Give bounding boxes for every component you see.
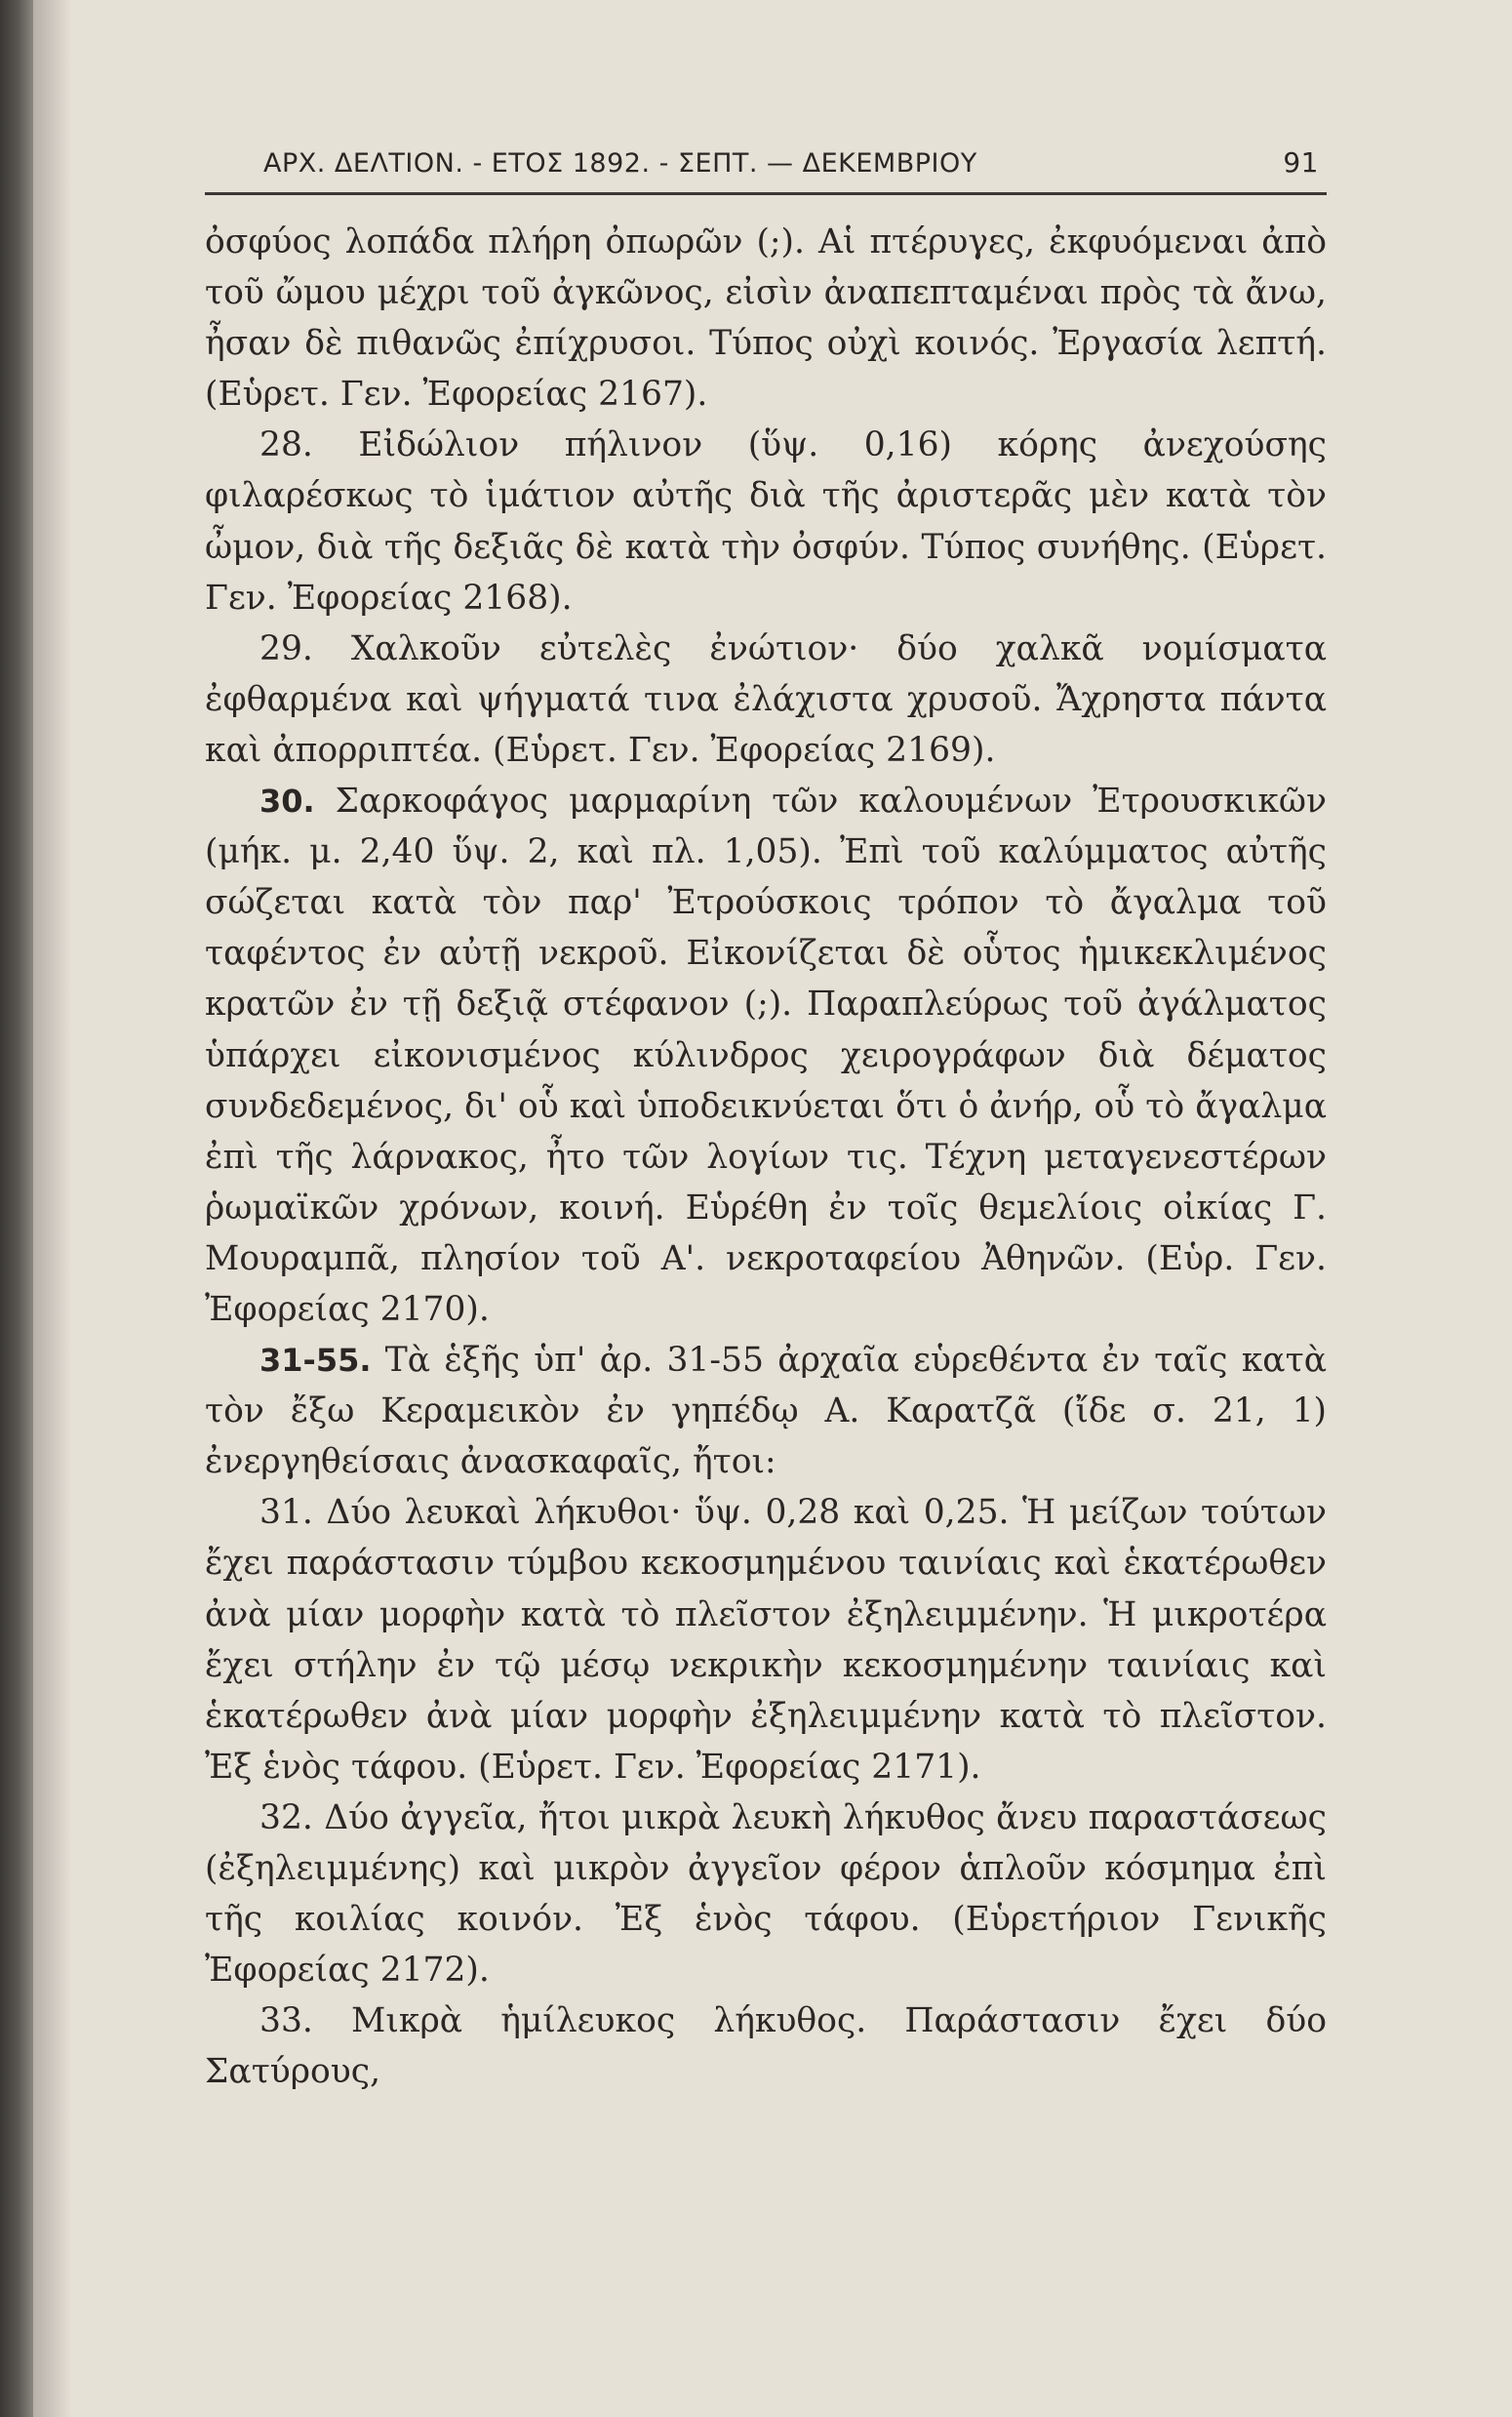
entry-31-55 xyxy=(205,1335,1327,1487)
entry-29 xyxy=(205,624,1327,776)
entry-30 xyxy=(205,776,1327,1335)
entry-number: 31-55. xyxy=(259,1342,372,1380)
entry-32 xyxy=(205,1793,1327,1995)
entry-number: 33. xyxy=(259,2001,313,2041)
entry-text: Τὰ ἑξῆς ὑπ' ἀρ. 31-55 ἀρχαῖα εὑρεθέντα ἐν ταῖς κατὰ τὸν ἔξω Κεραμεικὸν ἐν γηπέδῳ Α. Καρατζᾶ (ἴδε σ. 21, 1) ἐνεργηθείσαις ἀνασκαφαῖς, ἤτοι: xyxy=(205,1341,1327,1482)
gutter-shadow xyxy=(33,0,72,2417)
running-header xyxy=(205,146,1327,195)
paragraph-continuation xyxy=(205,217,1327,420)
page-body xyxy=(205,217,1327,2097)
entry-number: 30. xyxy=(259,783,315,821)
entry-text: Δύο λευκαὶ λήκυθοι· ὕψ. 0,28 καὶ 0,25. Ἡ μείζων τούτων ἔχει παράστασιν τύμβου κεκοσμημένου ταινίαις καὶ ἑκατέρωθεν ἀνὰ μίαν μορφὴν κατὰ τὸ πλεῖστον ἐξηλειμμένην. Ἡ μικροτέρα ἔχει στήλην ἐν τῷ μέσῳ νεκρικὴν κεκοσμημένην ταινίαις καὶ ἑκατέρωθεν ἀνὰ μίαν μορφὴν ἐξηλειμμένην κατὰ τὸ πλεῖστον. Ἐξ ἑνὸς τάφου. (Εὑρετ. Γεν. Ἐφορείας 2171). xyxy=(205,1493,1328,1787)
running-title: ΑΡΧ. ΔΕΛΤΙΟΝ. - ΕΤΟΣ 1892. - ΣΕΠΤ. — ΔΕΚΕΜΒΡΙΟΥ xyxy=(263,148,977,179)
entry-number: 31. xyxy=(259,1493,313,1533)
entry-number: 32. xyxy=(259,1797,313,1837)
entry-text: Σαρκοφάγος μαρμαρίνη τῶν καλουμένων Ἐτρουσκικῶν (μήκ. μ. 2,40 ὕψ. 2, καὶ πλ. 1,05). Ἐπὶ τοῦ καλύμματος αὐτῆς σώζεται κατὰ τὸν παρ' Ἐτρούσκοις τρόπον τὸ ἄγαλμα τοῦ ταφέντος ἐν αὐτῇ νεκροῦ. Εἰκονίζεται δὲ οὗτος ἡμικεκλιμένος κρατῶν ἐν τῇ δεξιᾷ στέφανον (;). Παραπλεύρως τοῦ ἀγάλματος ὑπάρχει εἰκονισμένος κύλινδρος χειρογράφων διὰ δέματος συνδεδεμένος, δι' οὗ καὶ ὑποδεικνύεται ὅτι ὁ ἀνήρ, οὗ τὸ ἄγαλμα ἐπὶ τῆς λάρνακος, ἦτο τῶν λογίων τις. Τέχνη μεταγενεστέρων ῥωμαϊκῶν χρόνων, κοινή. Εὑρέθη ἐν τοῖς θεμελίοις οἰκίας Γ. Μουραμπᾶ, πλησίον τοῦ Α'. νεκροταφείου Ἀθηνῶν. (Εὑρ. Γεν. Ἐφορείας 2170). xyxy=(205,782,1328,1329)
entry-31 xyxy=(205,1487,1327,1793)
entry-text: Χαλκοῦν εὐτελὲς ἐνώτιον· δύο χαλκᾶ νομίσματα ἐφθαρμένα καὶ ψήγματά τινα ἐλάχιστα χρυσοῦ. Ἄχρηστα πάντα καὶ ἀπορριπτέα. (Εὑρετ. Γεν. Ἐφορείας 2169). xyxy=(205,628,1327,770)
entry-text: Δύο ἀγγεῖα, ἤτοι μικρὰ λευκὴ λήκυθος ἄνευ παραστάσεως (ἐξηλειμμένης) καὶ μικρὸν ἀγγεῖον φέρον ἁπλοῦν κόσμημα ἐπὶ τῆς κοιλίας κοινόν. Ἐξ ἑνὸς τάφου. (Εὑρετήριον Γενικῆς Ἐφορείας 2172). xyxy=(205,1797,1327,1991)
entry-text: Μικρὰ ἡμίλευκος λήκυθος. Παράστασιν ἔχει δύο Σατύρους, xyxy=(205,2001,1328,2092)
page-number: 91 xyxy=(1283,146,1319,179)
entry-number: 28. xyxy=(259,425,313,465)
entry-28 xyxy=(205,420,1327,623)
paragraph-text: ὀσφύος λοπάδα πλήρη ὀπωρῶν (;). Αἱ πτέρυγες, ἐκφυόμεναι ἀπὸ τοῦ ὤμου μέχρι τοῦ ἀγκῶνος, εἰσὶν ἀναπεπταμέναι πρὸς τὰ ἄνω, ἦσαν δὲ πιθανῶς ἐπίχρυσοι. Τύπος οὐχὶ κοινός. Ἐργασία λεπτή. (Εὑρετ. Γεν. Ἐφορείας 2167). xyxy=(205,222,1327,415)
entry-number: 29. xyxy=(259,628,313,668)
entry-33 xyxy=(205,1995,1327,2097)
book-page xyxy=(205,146,1327,2097)
entry-text: Εἰδώλιον πήλινον (ὕψ. 0,16) κόρης ἀνεχούσης φιλαρέσκως τὸ ἱμάτιον αὐτῆς διὰ τῆς ἀριστερᾶς μὲν κατὰ τὸν ὦμον, διὰ τῆς δεξιᾶς δὲ κατὰ τὴν ὀσφύν. Τύπος συνήθης. (Εὑρετ. Γεν. Ἐφορείας 2168). xyxy=(205,425,1327,618)
book-spine-shadow xyxy=(0,0,33,2417)
